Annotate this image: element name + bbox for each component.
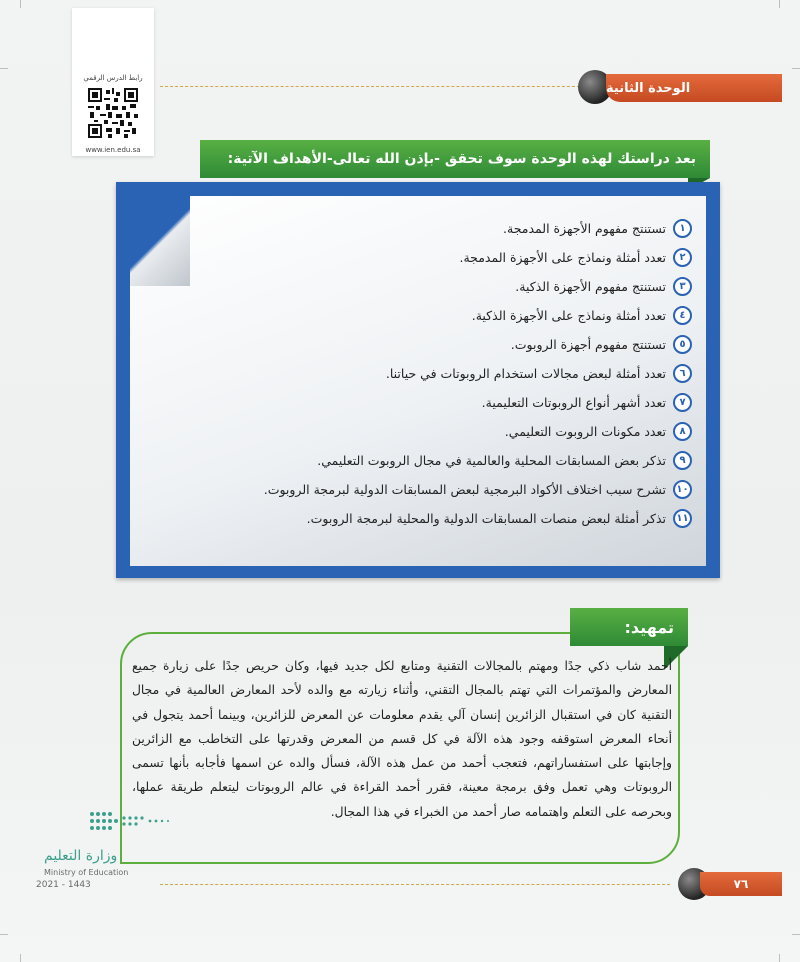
crop-mark — [792, 68, 800, 69]
crop-mark — [20, 954, 21, 962]
objective-text: تذكر أمثلة لبعض منصات المسابقات الدولية والمحلية لبرمجة الروبوت. — [306, 511, 666, 526]
objective-item — [172, 301, 692, 330]
objective-number: ١١ — [673, 509, 692, 528]
ministry-name-en: Ministry of Education — [44, 868, 129, 877]
ministry-logo-icon — [88, 808, 178, 834]
objective-number: ١٠ — [673, 480, 692, 499]
objective-text: تعدد أمثلة لبعض مجالات استخدام الروبوتات في حياتنا. — [385, 366, 666, 381]
page-number: ٧٦ — [700, 872, 782, 896]
ministry-name: وزارة التعليم — [44, 848, 118, 864]
qr-code-icon[interactable] — [88, 88, 138, 138]
objective-number: ٨ — [673, 422, 692, 441]
crop-mark — [792, 934, 800, 935]
objective-item — [172, 504, 692, 533]
objective-text: تشرح سبب اختلاف الأكواد البرمجية لبعض المسابقات الدولية لبرمجة الروبوت. — [263, 482, 666, 497]
intro-paragraph: أحمد شاب ذكي جدًا ومهتم بالمجالات التقنية ومتابع لكل جديد فيها، وكان حريص جدًا على زيارة جميع المعارض والمؤتمرات التي تهتم بالمجال التقني، وأثناء زيارته مع والده لأحد المعارض العالمية في مجال التقنية كان في استقبال الزائرين إنسان آلي يقدم معلومات عن المعرض للزائرين، وبينما أحمد يتجول في أنحاء المعرض استوقفه وجود هذه الآلة في كل قسم من المعرض وقدرتها على التخاطب مع الزائرين وإجابتها على استفساراتهم، فتعجب أحمد من عمل هذه الآلة، فسأل والده عن اسمها فأجابه بأنها تسمى الروبوتات وهي تعمل وفق برمجة معينة، فقرر أحمد القراءة في عالم الروبوتات ليتعلم طريقة عملها، وبحرصه على التعلم واهتمامه صار أحمد من الخبراء في هذا المجال. — [132, 659, 672, 819]
unit-title: الوحدة الثانية — [606, 74, 782, 102]
objective-text: تستنتج مفهوم الأجهزة الذكية. — [515, 279, 666, 294]
objective-text: تعدد مكونات الروبوت التعليمي. — [504, 424, 666, 439]
objective-number: ٣ — [673, 277, 692, 296]
objective-item — [172, 446, 692, 475]
objective-number: ٢ — [673, 248, 692, 267]
objective-text: تعدد أمثلة ونماذج على الأجهزة الذكية. — [471, 308, 666, 323]
crop-mark — [779, 0, 780, 8]
crop-mark — [0, 68, 8, 69]
objective-number: ٦ — [673, 364, 692, 383]
divider — [160, 86, 580, 87]
objective-number: ١ — [673, 219, 692, 238]
divider — [160, 884, 670, 885]
objective-item — [172, 359, 692, 388]
objective-item — [172, 272, 692, 301]
objective-item — [172, 417, 692, 446]
objective-item — [172, 388, 692, 417]
objective-number: ٧ — [673, 393, 692, 412]
objective-number: ٥ — [673, 335, 692, 354]
qr-card[interactable] — [72, 8, 154, 156]
objective-item — [172, 214, 692, 243]
crop-mark — [0, 934, 8, 935]
objective-item — [172, 243, 692, 272]
objective-item — [172, 330, 692, 359]
objective-number: ٤ — [673, 306, 692, 325]
objective-text: تستنتج مفهوم أجهزة الروبوت. — [510, 337, 666, 352]
qr-label: رابط الدرس الرقمي — [83, 74, 143, 82]
objectives-header: بعد دراستك لهذه الوحدة سوف تحقق -بإذن الله تعالى-الأهداف الآتية: — [200, 140, 710, 178]
intro-title: تمهيد: — [570, 608, 688, 646]
objective-text: تذكر بعض المسابقات المحلية والعالمية في مجال الروبوت التعليمي. — [317, 453, 666, 468]
crop-mark — [779, 954, 780, 962]
qr-url[interactable]: www.ien.edu.sa — [85, 146, 141, 154]
objectives-list — [172, 214, 692, 533]
objective-number: ٩ — [673, 451, 692, 470]
crop-mark — [20, 0, 21, 8]
objective-text: تعدد أشهر أنواع الروبوتات التعليمية. — [481, 395, 666, 410]
edition-year: 2021 - 1443 — [36, 880, 91, 890]
objective-item — [172, 475, 692, 504]
objective-text: تعدد أمثلة ونماذج على الأجهزة المدمجة. — [459, 250, 666, 265]
objective-text: تستنتج مفهوم الأجهزة المدمجة. — [503, 221, 666, 236]
